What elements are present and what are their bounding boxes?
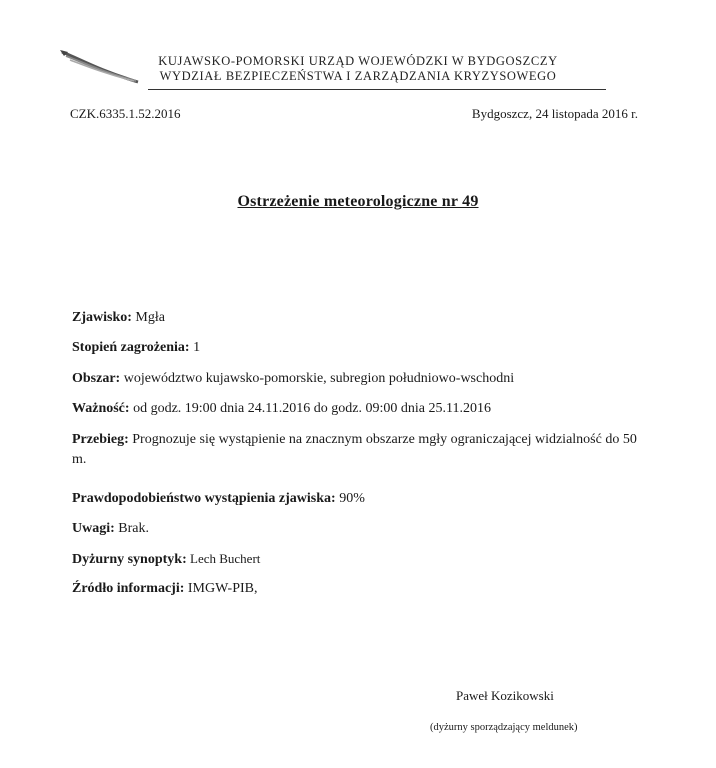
field-dyzurny-synoptyk <box>72 549 642 570</box>
field-label: Dyżurny synoptyk: <box>72 552 187 567</box>
field-stopien-zagrozenia <box>72 338 642 358</box>
office-logo-icon <box>58 48 140 86</box>
document-title: Ostrzeżenie meteorologiczne nr 49 <box>237 193 479 210</box>
field-zjawisko <box>72 308 642 328</box>
field-value: Brak. <box>114 521 149 536</box>
field-value: IMGW-PIB, <box>184 581 258 596</box>
signature-caption: (dyżurny sporządzający meldunek) <box>430 722 578 733</box>
field-value: 90% <box>335 491 365 506</box>
field-label: Zjawisko: <box>72 310 132 325</box>
field-value: od godz. 19:00 dnia 24.11.2016 do godz. 09:00 dnia 25.11.2016 <box>129 401 491 416</box>
field-label: Prawdopodobieństwo wystąpienia zjawiska: <box>72 491 336 506</box>
field-value: Prognozuje się wystąpienie na znacznym obszarze mgły ograniczającej widzialność do 50 m. <box>72 432 637 467</box>
field-label: Przebieg: <box>72 432 129 447</box>
field-prawdopodobienstwo <box>72 489 642 509</box>
letterhead-line-2: WYDZIAŁ BEZPIECZEŃSTWA I ZARZĄDZANIA KRYZYSOWEGO <box>159 69 557 83</box>
field-label: Stopień zagrożenia: <box>72 340 190 355</box>
field-value: Mgła <box>131 310 165 325</box>
field-obszar <box>72 369 642 389</box>
field-value: Lech Buchert <box>186 551 261 566</box>
field-przebieg <box>72 430 642 470</box>
field-label: Obszar: <box>72 371 121 386</box>
letterhead <box>148 54 568 84</box>
reference-number: CZK.6335.1.52.2016 <box>70 106 181 121</box>
field-zrodlo-informacji <box>72 579 642 599</box>
field-uwagi <box>72 519 642 539</box>
field-label: Źródło informacji: <box>72 581 185 596</box>
field-value: województwo kujawsko-pomorskie, subregion południowo-wschodni <box>120 371 515 386</box>
place-and-date: Bydgoszcz, 24 listopada 2016 r. <box>471 106 638 121</box>
field-value: 1 <box>189 340 201 355</box>
field-waznosc <box>72 399 642 419</box>
signature-name: Paweł Kozikowski <box>456 688 554 703</box>
letterhead-line-1: KUJAWSKO-POMORSKI URZĄD WOJEWÓDZKI W BYDGOSZCZY <box>158 54 558 68</box>
field-label: Ważność: <box>72 401 130 416</box>
field-label: Uwagi: <box>72 521 115 536</box>
header-divider <box>148 89 606 90</box>
